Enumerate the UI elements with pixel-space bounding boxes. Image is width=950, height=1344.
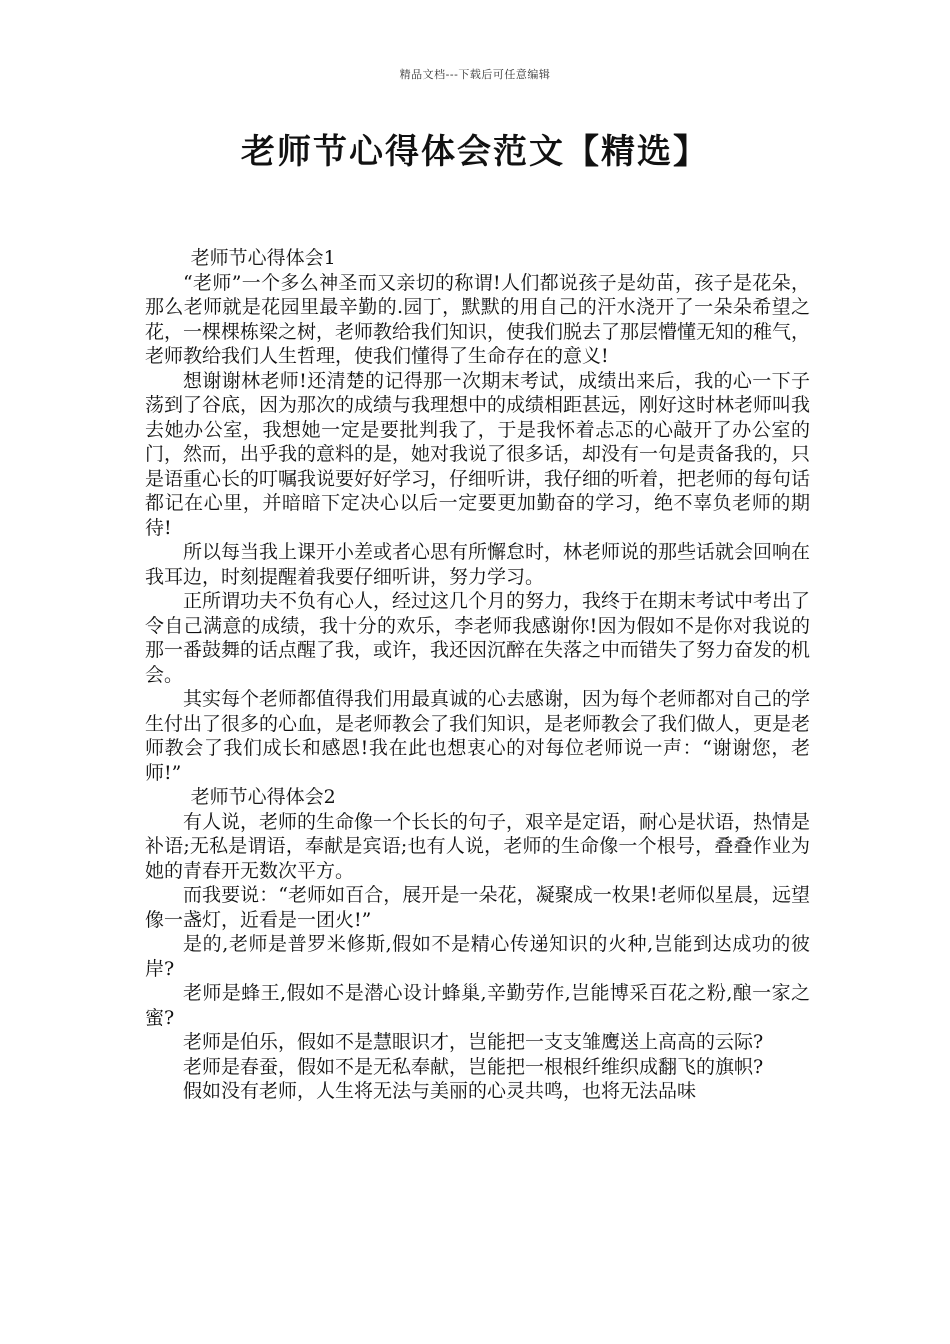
paragraph: 是的,老师是普罗米修斯,假如不是精心传递知识的火种,岂能到达成功的彼岸? bbox=[145, 933, 810, 980]
paragraph: 想谢谢林老师!还清楚的记得那一次期末考试，成绩出来后，我的心一下子荡到了谷底，因为那次的成绩与我理想中的成绩相距甚远，刚好这时林老师叫我去她办公室，我想她一定是要批判我了，于是我怀着忐忑的心敲开了办公室的门，然而，出乎我的意料的是，她对我说了很多话，却没有一句是责备我的，只是语重心长的叮嘱我说要好好学习，仔细听讲，我仔细的听着，把老师的每句话都记在心里，并暗暗下定决心以后一定要更加勤奋的学习，绝不辜负老师的期待! bbox=[145, 369, 811, 539]
paragraph: 有人说，老师的生命像一个长长的句子，艰辛是定语，耐心是状语，热情是补语;无私是谓语，奉献是宾语;也有人说，老师的生命像一个根号，叠叠作业为她的青春开无数次平方。 bbox=[145, 810, 811, 882]
section-heading: 老师节心得体会1 bbox=[190, 247, 336, 269]
document-body bbox=[145, 246, 810, 1104]
page-header: 精品文档---下载后可任意编辑 bbox=[399, 68, 551, 81]
paragraph: 所以每当我上课开小差或者心思有所懈怠时，林老师说的那些话就会回响在我耳边，时刻提醒着我要仔细听讲，努力学习。 bbox=[145, 541, 811, 588]
document-title: 老师节心得体会范文【精选】 bbox=[241, 132, 709, 172]
section-heading: 老师节心得体会2 bbox=[190, 786, 336, 808]
paragraph: 老师是春蚕，假如不是无私奉献，岂能把一根根纤维织成翻飞的旗帜? bbox=[183, 1055, 764, 1078]
paragraph: “老师”一个多么神圣而又亲切的称谓!人们都说孩子是幼苗，孩子是花朵，那么老师就是花园里最辛勤的.园丁，默默的用自己的汗水浇开了一朵朵希望之花，一棵棵栋梁之树，老师教给我们知识，使我们脱去了那层懵懂无知的稚气，老师教给我们人生哲理，使我们懂得了生命存在的意义! bbox=[145, 271, 811, 367]
paragraph: 老师是蜂王,假如不是潜心设计蜂巢,辛勤劳作,岂能博采百花之粉,酿一家之蜜? bbox=[145, 982, 810, 1029]
paragraph: 而我要说：“老师如百合，展开是一朵花，凝聚成一枚果!老师似星晨，远望像一盏灯，近看是一团火!” bbox=[145, 884, 810, 931]
paragraph: 假如没有老师，人生将无法与美丽的心灵共鸣，也将无法品味 bbox=[183, 1080, 697, 1102]
paragraph: 老师是伯乐，假如不是慧眼识才，岂能把一支支雏鹰送上高高的云际? bbox=[183, 1031, 764, 1053]
paragraph: 其实每个老师都值得我们用最真诚的心去感谢，因为每个老师都对自己的学生付出了很多的心血，是老师教会了我们知识，是老师教会了我们做人，更是老师教会了我们成长和感恩!我在此也想衷心的对每位老师说一声：“谢谢您，老师!” bbox=[145, 688, 811, 784]
paragraph: 正所谓功夫不负有心人，经过这几个月的努力，我终于在期末考试中考出了令自己满意的成绩，我十分的欢乐，李老师我感谢你!因为假如不是你对我说的那一番鼓舞的话点醒了我，或许，我还因沉醉在失落之中而错失了努力奋发的机会。 bbox=[145, 590, 811, 686]
